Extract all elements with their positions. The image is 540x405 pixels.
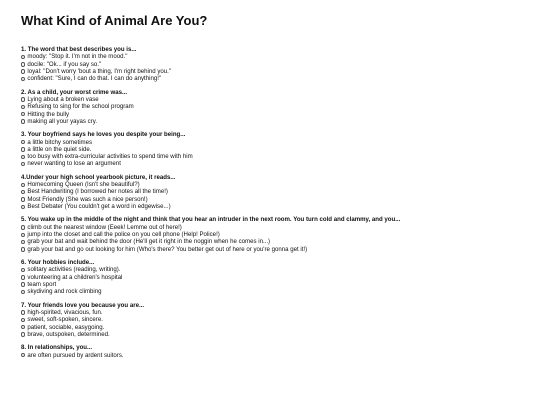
- option-label: are often pursued by ardent suitors.: [27, 351, 124, 359]
- answer-option[interactable]: [21, 281, 540, 288]
- question-block-2: [21, 89, 540, 126]
- option-label: Lying about a broken vase: [27, 96, 99, 103]
- option-label: jump into the closet and call the police on you cell phone (Help! Police!): [27, 231, 220, 239]
- question-title: 3. Your boyfriend says he loves you despite your being...: [21, 131, 186, 139]
- option-label: Best Handwriting (I borrowed her notes all the time!): [27, 188, 168, 196]
- option-list: [21, 53, 540, 82]
- option-label: Best Debater (You couldn't get a word in edgewise...): [27, 203, 171, 211]
- answer-option[interactable]: [21, 96, 540, 103]
- radio-button[interactable]: [21, 310, 25, 314]
- answer-option[interactable]: [21, 352, 540, 359]
- option-label: Refusing to sing for the school program: [27, 103, 134, 111]
- question-title: 4.Under your high school yearbook picture, it reads...: [21, 173, 176, 181]
- radio-button[interactable]: [21, 290, 25, 294]
- answer-option[interactable]: [21, 266, 540, 273]
- question-block-5: [21, 216, 540, 253]
- radio-button[interactable]: [21, 268, 25, 272]
- question-block-4: [21, 174, 540, 211]
- answer-option[interactable]: [21, 53, 540, 60]
- option-label: making all your yayas cry.: [27, 117, 98, 125]
- option-label: too busy with extra-curricular activities to spend time with him: [27, 153, 193, 161]
- option-label: never wanting to lose an argument: [27, 160, 121, 168]
- question-title: 2. As a child, your worst crime was...: [21, 88, 128, 96]
- radio-button[interactable]: [21, 325, 25, 329]
- question-block-7: [21, 302, 540, 339]
- option-label: grab your bat and wait behind the door (He'll get it right in the noggin when he comes in...): [27, 238, 271, 246]
- answer-option[interactable]: [21, 160, 540, 167]
- option-label: team sport: [27, 280, 57, 288]
- option-label: solitary activities (reading, writing).: [27, 266, 121, 274]
- radio-button[interactable]: [21, 318, 25, 322]
- radio-button[interactable]: [21, 353, 25, 357]
- answer-option[interactable]: [21, 331, 540, 338]
- option-list: [21, 352, 540, 359]
- answer-option[interactable]: [21, 224, 540, 231]
- radio-button[interactable]: [21, 112, 25, 116]
- answer-option[interactable]: [21, 111, 540, 118]
- option-list: [21, 224, 540, 253]
- option-label: grab your bat and go out looking for him (Who's there? You better get out of here or you're gonna get it!): [27, 245, 308, 253]
- option-label: a little on the quiet side.: [27, 145, 92, 153]
- radio-button[interactable]: [21, 205, 25, 209]
- answer-option[interactable]: [21, 118, 540, 125]
- option-label: Most Friendly (She was such a nice person!): [27, 195, 148, 203]
- question-block-1: [21, 46, 540, 83]
- radio-button[interactable]: [21, 147, 25, 151]
- radio-button[interactable]: [21, 225, 25, 229]
- question-block-3: [21, 131, 540, 168]
- radio-button[interactable]: [21, 162, 25, 166]
- answer-option[interactable]: [21, 139, 540, 146]
- option-label: Homecoming Queen (Isn't she beautiful?): [27, 181, 140, 189]
- answer-option[interactable]: [21, 196, 540, 203]
- question-list: [21, 46, 540, 359]
- radio-button[interactable]: [21, 119, 25, 123]
- option-label: climb out the nearest window (Eeek! Lemme out of here!): [27, 223, 182, 231]
- radio-button[interactable]: [21, 69, 25, 73]
- radio-button[interactable]: [21, 140, 25, 144]
- answer-option[interactable]: [21, 316, 540, 323]
- option-label: loyal: "Don't worry 'bout a thing, I'm right behind you.": [27, 68, 172, 75]
- answer-option[interactable]: [21, 61, 540, 68]
- option-label: high-spirited, vivacious, fun.: [27, 308, 103, 316]
- radio-button[interactable]: [21, 105, 25, 109]
- radio-button[interactable]: [21, 332, 25, 336]
- radio-button[interactable]: [21, 55, 25, 59]
- answer-option[interactable]: [21, 288, 540, 295]
- radio-button[interactable]: [21, 275, 25, 279]
- question-block-8: [21, 344, 540, 359]
- option-label: docile: "Ok... if you say so.": [27, 60, 102, 68]
- radio-button[interactable]: [21, 197, 25, 201]
- option-label: sweet, soft-spoken, sincere.: [27, 316, 103, 324]
- option-label: moody: "Stop it. I'm not in the mood.": [27, 53, 128, 61]
- answer-option[interactable]: [21, 181, 540, 188]
- question-title: 8. In relationships, you...: [21, 344, 93, 352]
- radio-button[interactable]: [21, 190, 25, 194]
- answer-option[interactable]: [21, 188, 540, 195]
- radio-button[interactable]: [21, 97, 25, 101]
- radio-button[interactable]: [21, 62, 25, 66]
- answer-option[interactable]: [21, 231, 540, 238]
- option-label: brave, outspoken, determined.: [27, 330, 110, 338]
- answer-option[interactable]: [21, 238, 540, 245]
- option-label: volunteering at a children's hospital: [27, 273, 123, 281]
- answer-option[interactable]: [21, 153, 540, 160]
- radio-button[interactable]: [21, 247, 25, 251]
- radio-button[interactable]: [21, 233, 25, 237]
- question-title: 5. You wake up in the middle of the night and think that you hear an intruder in the next room. You turn cold and clammy, and you...: [21, 216, 401, 224]
- answer-option[interactable]: [21, 324, 540, 331]
- question-title: 1. The word that best describes you is...: [21, 46, 137, 53]
- answer-option[interactable]: [21, 246, 540, 253]
- option-label: a little bitchy sometimes: [27, 138, 93, 146]
- option-list: [21, 96, 540, 125]
- question-title: 6. Your hobbies include...: [21, 258, 95, 266]
- option-label: confident: "Sure, I can do that. I can do anything!": [27, 75, 162, 83]
- radio-button[interactable]: [21, 183, 25, 187]
- radio-button[interactable]: [21, 155, 25, 159]
- radio-button[interactable]: [21, 282, 25, 286]
- answer-option[interactable]: [21, 203, 540, 210]
- option-list: [21, 266, 540, 295]
- radio-button[interactable]: [21, 77, 25, 81]
- answer-option[interactable]: [21, 274, 540, 281]
- option-list: [21, 181, 540, 210]
- question-title: 7. Your friends love you because you are...: [21, 301, 145, 309]
- question-block-6: [21, 259, 540, 296]
- option-list: [21, 309, 540, 338]
- answer-option[interactable]: [21, 146, 540, 153]
- answer-option[interactable]: [21, 68, 540, 75]
- answer-option[interactable]: [21, 75, 540, 82]
- option-list: [21, 139, 540, 168]
- answer-option[interactable]: [21, 309, 540, 316]
- option-label: Hitting the bully: [27, 110, 70, 118]
- option-label: patient, sociable, easygoing.: [27, 323, 105, 331]
- radio-button[interactable]: [21, 240, 25, 244]
- answer-option[interactable]: [21, 103, 540, 110]
- page-title: What Kind of Animal Are You?: [21, 13, 208, 28]
- option-label: skydiving and rock climbing: [27, 288, 102, 296]
